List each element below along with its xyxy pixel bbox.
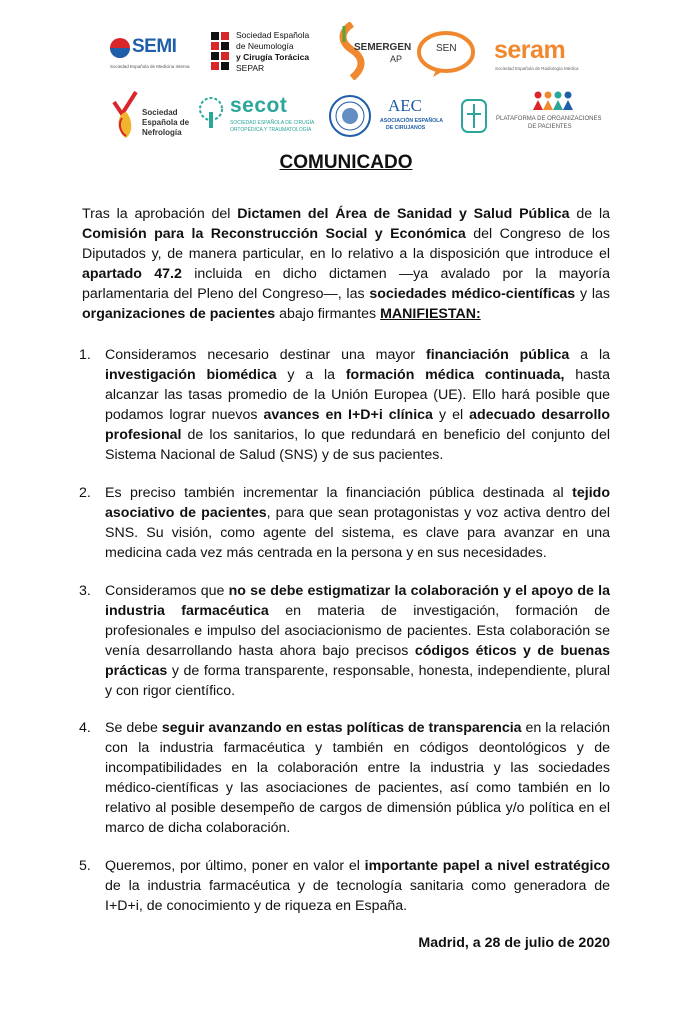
nefro-line2: Española de [142, 118, 190, 127]
semi-tagline: Sociedad Española de Medicina Interna [110, 64, 190, 69]
separ-line2: de Neumología [236, 41, 294, 51]
seal-logo [328, 94, 372, 138]
crest-emblem-icon [458, 96, 490, 136]
item-bold: seguir avanzando en estas políticas de transparencia [161, 720, 522, 736]
secot-name: secot [230, 94, 288, 117]
item-text: en la relación con la industria farmacéutica y también en códigos deontológicos y de incompatibilidades en la colaboración entre la industria y las sociedades médico-científicas y las asociaciones de pacientes, así como también en lo relativo al posible desempeño de cargos de dimensión pública y/o política en el marco de dicha colaboración. [105, 720, 610, 836]
page-title: COMUNICADO [279, 152, 413, 173]
item-text: y el [432, 406, 470, 423]
intro-text: y las [575, 285, 610, 302]
intro-text: incluida en dicho dictamen —ya avalado por la mayoría parlamentaria del Pleno del Congreso—, las [82, 265, 610, 302]
separ-line3: y Cirugía Torácica [236, 52, 310, 62]
semergen-name: SEMERGEN [354, 42, 412, 53]
secot-tree-icon [194, 96, 228, 130]
semergen-suffix: AP [390, 54, 403, 64]
list-item [79, 484, 610, 564]
seram-name: seram [494, 36, 566, 64]
separ-line4: SEPAR [236, 63, 265, 73]
item-text: Queremos, por último, poner en valor el [105, 858, 365, 874]
nefro-line1: Sociedad [142, 108, 178, 117]
intro-bold: Dictamen del Área de Sanidad y Salud Pública [237, 206, 570, 222]
semi-logo [108, 34, 198, 74]
list-item [79, 582, 610, 701]
secot-tagline2: ORTOPÉDICA Y TRAUMATOLOGÍA [230, 127, 312, 133]
item-bold: códigos éticos y de buenas prácticas [105, 642, 610, 679]
aec-logo [380, 96, 460, 136]
intro-text: del Congreso de los Diputados y, de manera particular, en lo relativo a la disposición que introduce el [82, 225, 610, 262]
nefro-line3: Nefrología [142, 128, 182, 137]
item-text: de la industria farmacéutica y de tecnología sanitaria como generadora de I+D+i, de conocimiento y de riqueza en España. [105, 877, 610, 914]
item-text: y de forma transparente, responsable, honesta, independiente, plural y con rigor científico. [105, 662, 610, 699]
intro-bold: apartado 47.2 [82, 265, 182, 282]
item-bold: avances en I+D+i clínica [263, 406, 433, 423]
item-bold: financiación pública [425, 347, 570, 363]
intro-text: Tras la aprobación del [82, 206, 238, 222]
item-text: , para que sean protagonistas y voz activa dentro del SNS. Su visión, como agente del sistema, es clave para avanzar en una medicina cada vez más centrada en la persona y en sus necesidades. [105, 504, 610, 561]
item-text: Es preciso también incrementar la financiación pública destinada al [105, 485, 573, 501]
people-icon [530, 90, 576, 112]
list-item [79, 346, 610, 465]
sen-bubble-icon [415, 30, 477, 78]
item-text: en materia de investigación, formación de profesionales e impulso del asociacionismo de pacientes. Esta colaboración se venía desarrollando hasta ahora bajo precisos [105, 602, 610, 659]
item-text: Consideramos necesario destinar una mayor [105, 347, 426, 363]
item-text: hasta alcanzar las tasas promedio de la Unión Europea (UE). Ello hará posible que podamos lograr nuevos [105, 366, 610, 423]
separ-emblem-icon [208, 30, 234, 76]
pop-logo [496, 90, 616, 140]
seram-tagline: Sociedad Española de Radiología Médica [495, 66, 579, 71]
secot-logo [194, 94, 326, 138]
item-bold: formación médica continuada, [345, 366, 565, 383]
intro-bold: sociedades médico-científicas [369, 285, 576, 302]
semergen-logo [334, 22, 412, 86]
intro-bold: Comisión para la Reconstrucción Social y Económica [82, 225, 466, 242]
pop-line1: PLATAFORMA DE ORGANIZACIONES [496, 116, 602, 122]
separ-line1: Sociedad Española [236, 30, 310, 40]
item-text: Se debe [105, 720, 162, 736]
nefrologia-emblem-icon [108, 88, 142, 142]
sen-name: SEN [436, 43, 457, 54]
sen-logo [415, 30, 481, 78]
date-signature: Madrid, a 28 de julio de 2020 [418, 935, 610, 951]
intro-bold: organizaciones de pacientes [82, 305, 276, 322]
aec-line1: ASOCIACIÓN ESPAÑOLA [380, 118, 444, 124]
item-text: Consideramos que [105, 583, 229, 599]
separ-logo [208, 30, 328, 80]
semi-name: SEMI [132, 36, 177, 57]
item-number: 3. [79, 583, 91, 599]
semi-emblem-icon [108, 36, 134, 60]
seal-emblem-icon [328, 94, 372, 138]
item-bold: investigación biomédica [105, 366, 277, 383]
pop-line2: DE PACIENTES [528, 124, 572, 130]
item-text: de los sanitarios, lo que redundará en beneficio del conjunto del Sistema Nacional de Salud (SNS) y de sus pacientes. [105, 426, 610, 463]
item-number: 5. [79, 858, 91, 874]
nefrologia-logo [108, 88, 194, 144]
secot-tagline1: SOCIEDAD ESPAÑOLA DE CIRUGÍA [230, 120, 315, 126]
item-bold: tejido asociativo de pacientes [105, 485, 610, 521]
manifiestan-label: MANIFIESTAN: [380, 305, 481, 322]
aec-name: AEC [388, 96, 422, 115]
intro-text: abajo firmantes [275, 305, 381, 322]
list-item [79, 719, 610, 838]
item-bold: adecuado desarrollo profesional [105, 406, 610, 443]
intro-paragraph [82, 205, 610, 324]
seram-logo [494, 36, 594, 76]
item-bold: importante papel a nivel estratégico [364, 858, 611, 874]
item-text: a la [569, 347, 610, 363]
list-item [79, 857, 611, 917]
intro-text: de la [569, 206, 610, 222]
item-number: 2. [79, 485, 91, 501]
aec-line2: DE CIRUJANOS [386, 125, 426, 131]
item-text: y a la [276, 366, 346, 383]
crest-logo [458, 96, 492, 136]
item-number: 1. [79, 347, 91, 363]
item-bold: no se debe estigmatizar la colaboración y el apoyo de la industria farmacéutica [105, 583, 610, 619]
logo-header [0, 0, 692, 150]
item-number: 4. [79, 720, 91, 736]
